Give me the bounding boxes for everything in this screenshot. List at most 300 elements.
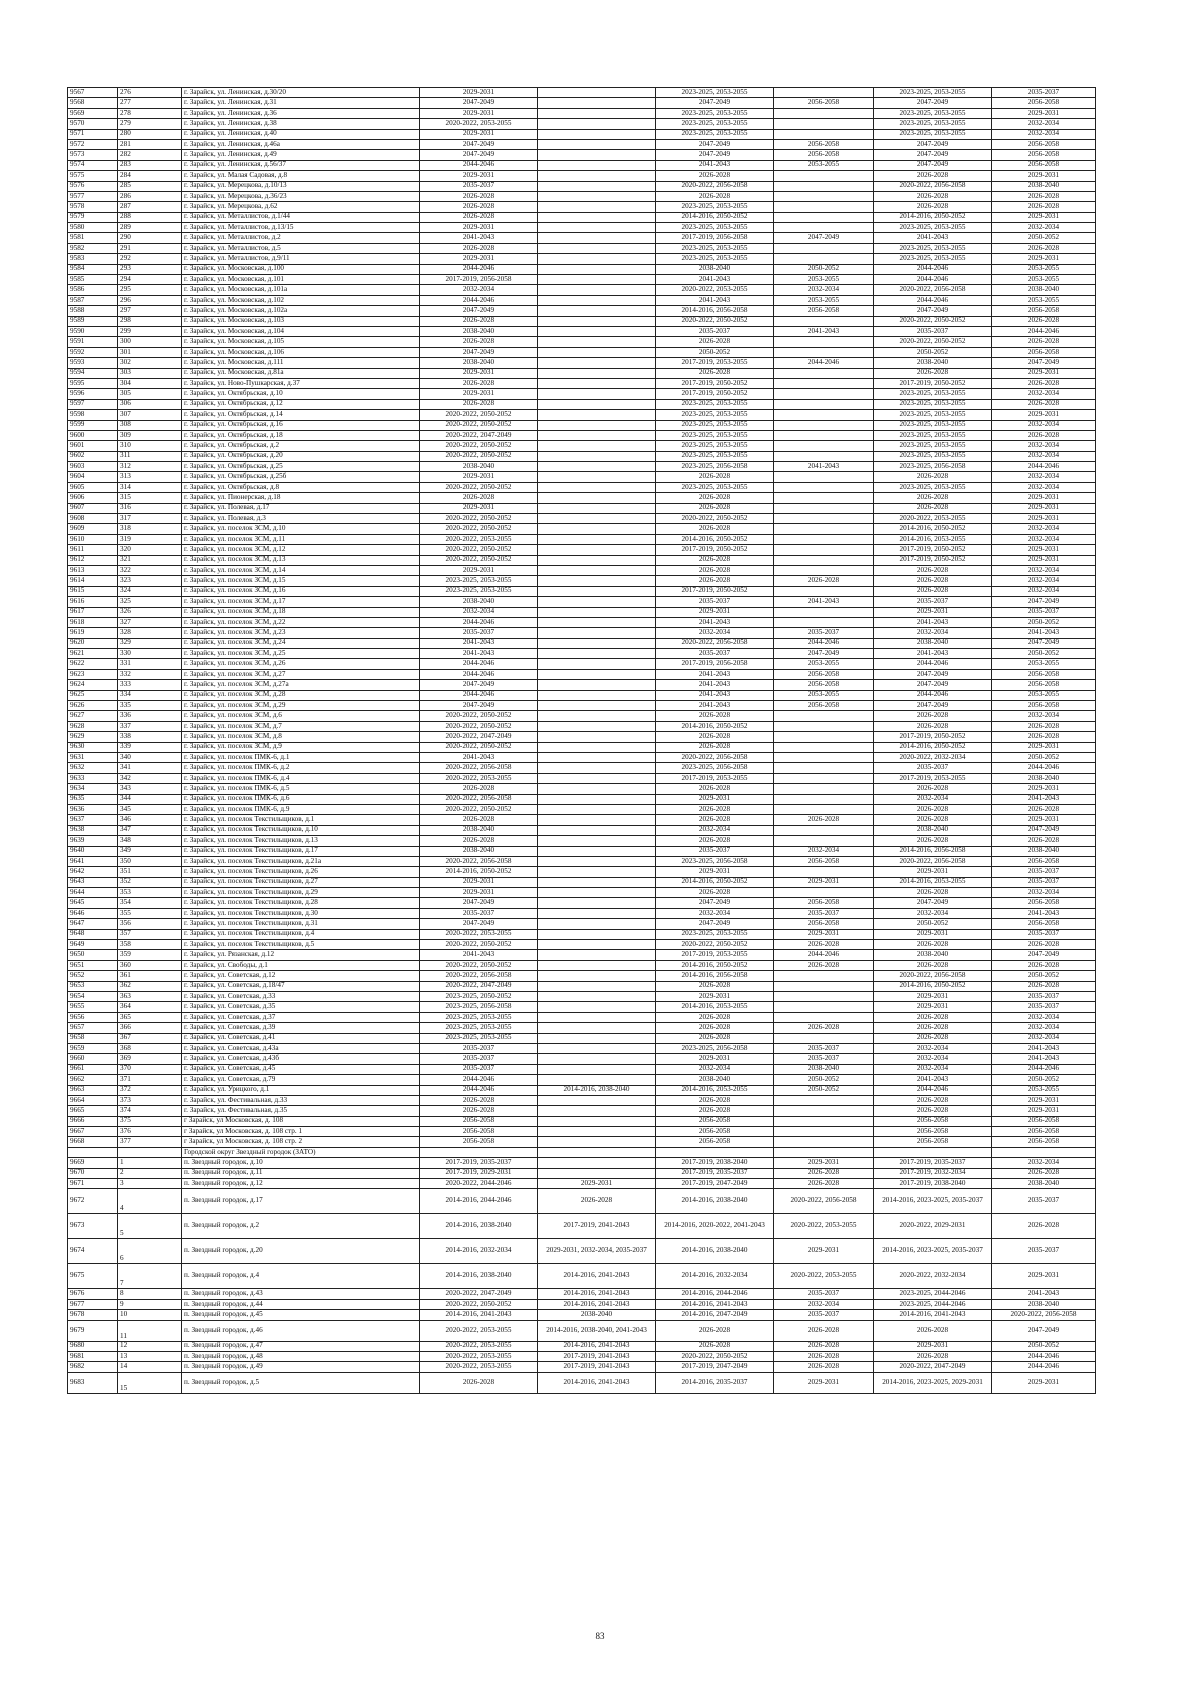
repair-period-cell: 2020-2022, 2050-2052 [420, 721, 538, 731]
repair-period-cell: 2026-2028 [420, 243, 538, 253]
repair-period-cell: 2023-2025, 2053-2055 [874, 223, 992, 233]
repair-period-cell: 2020-2022, 2047-2049 [420, 981, 538, 991]
register-number-cell: 9669 [68, 1158, 118, 1168]
repair-period-cell: 2017-2019, 2035-2037 [656, 1168, 774, 1178]
address-cell: г. Зарайск, ул. поселок ЗСМ, д.7 [182, 721, 420, 731]
item-number-cell: 289 [118, 223, 182, 233]
table-row [68, 753, 1096, 763]
repair-period-cell: 2026-2028 [874, 202, 992, 212]
repair-period-cell: 2023-2025, 2053-2055 [656, 223, 774, 233]
repair-period-cell: 2023-2025, 2056-2058 [656, 462, 774, 472]
table-row [68, 1002, 1096, 1012]
table-row [68, 638, 1096, 648]
item-number-cell: 352 [118, 877, 182, 887]
repair-period-cell: 2047-2049 [420, 139, 538, 149]
item-number-cell: 300 [118, 337, 182, 347]
table-row [68, 1064, 1096, 1074]
address-cell: п. Звездный городок, д.11 [182, 1168, 420, 1178]
repair-period-cell: 2056-2058 [774, 150, 874, 160]
address-cell: г. Зарайск, ул. Московская, д.101 [182, 275, 420, 285]
register-number-cell: 9667 [68, 1127, 118, 1137]
repair-period-cell [774, 1095, 874, 1105]
item-number-cell: 349 [118, 846, 182, 856]
repair-period-cell: 2026-2028 [992, 378, 1096, 388]
register-number-cell: 9631 [68, 753, 118, 763]
repair-period-cell: 2047-2049 [874, 701, 992, 711]
repair-period-cell: 2041-2043 [656, 160, 774, 170]
item-number-cell: 369 [118, 1054, 182, 1064]
repair-period-cell: 2014-2016, 2020-2022, 2041-2043 [656, 1214, 774, 1239]
repair-period-cell: 2014-2016, 2035-2037 [656, 1372, 774, 1393]
table-row [68, 991, 1096, 1001]
repair-period-cell: 2026-2028 [874, 191, 992, 201]
repair-period-cell: 2020-2022, 2050-2052 [420, 514, 538, 524]
repair-period-cell [538, 243, 656, 253]
address-cell: п. Звездный городок, д.45 [182, 1310, 420, 1320]
address-cell: г. Зарайск, ул. Советская, д.18/47 [182, 981, 420, 991]
repair-period-cell: 2020-2022, 2050-2052 [420, 711, 538, 721]
register-number-cell: 9581 [68, 233, 118, 243]
register-number-cell: 9675 [68, 1264, 118, 1289]
item-number-cell: 328 [118, 628, 182, 638]
address-cell: г. Зарайск, ул. Советская, д.43а [182, 1043, 420, 1053]
repair-period-cell: 2017-2019, 2038-2040 [656, 1158, 774, 1168]
table-row [68, 597, 1096, 607]
table-row [68, 1179, 1096, 1189]
repair-period-cell: 2032-2034 [992, 711, 1096, 721]
repair-period-cell: 2026-2028 [774, 815, 874, 825]
address-cell: г. Зарайск, ул. Московская, д.101а [182, 285, 420, 295]
repair-period-cell [538, 991, 656, 1001]
table-row [68, 628, 1096, 638]
repair-period-cell: 2038-2040 [874, 638, 992, 648]
repair-period-cell: 2017-2019, 2050-2052 [656, 545, 774, 555]
register-number-cell: 9617 [68, 607, 118, 617]
item-number-cell: 7 [118, 1264, 182, 1289]
repair-period-cell: 2029-2031 [992, 555, 1096, 565]
register-number-cell: 9587 [68, 295, 118, 305]
repair-period-cell [538, 1054, 656, 1064]
repair-period-cell: 2038-2040 [538, 1310, 656, 1320]
register-number-cell: 9591 [68, 337, 118, 347]
repair-period-cell [538, 1137, 656, 1147]
register-number-cell: 9668 [68, 1137, 118, 1147]
repair-period-cell: 2014-2016, 2053-2055 [874, 534, 992, 544]
repair-period-cell [538, 472, 656, 482]
repair-period-cell: 2017-2019, 2050-2052 [874, 378, 992, 388]
item-number-cell: 338 [118, 732, 182, 742]
item-number-cell: 365 [118, 1012, 182, 1022]
table-row [68, 1289, 1096, 1299]
repair-period-cell: 2056-2058 [420, 1116, 538, 1126]
repair-period-cell: 2026-2028 [774, 960, 874, 970]
repair-period-cell: 2035-2037 [774, 1043, 874, 1053]
table-row [68, 1168, 1096, 1178]
repair-period-cell: 2035-2037 [656, 597, 774, 607]
repair-period-cell: 2044-2046 [774, 358, 874, 368]
repair-period-cell: 2056-2058 [992, 306, 1096, 316]
table-row [68, 607, 1096, 617]
address-cell: п. Звездный городок, д.17 [182, 1189, 420, 1214]
repair-period-cell: 2023-2025, 2053-2055 [874, 108, 992, 118]
repair-period-cell: 2029-2031 [420, 503, 538, 513]
register-number-cell: 9583 [68, 254, 118, 264]
repair-period-cell: 2017-2019, 2056-2058 [656, 659, 774, 669]
repair-period-cell: 2032-2034 [992, 482, 1096, 492]
repair-period-cell: 2026-2028 [874, 784, 992, 794]
repair-period-cell: 2026-2028 [874, 503, 992, 513]
table-row [68, 1054, 1096, 1064]
repair-period-cell: 2026-2028 [874, 815, 992, 825]
repair-period-cell [774, 1106, 874, 1116]
address-cell: г. Зарайск, ул. Октябрьская, д.8 [182, 482, 420, 492]
repair-period-cell: 2029-2031 [992, 368, 1096, 378]
table-row [68, 1320, 1096, 1341]
item-number-cell: 304 [118, 378, 182, 388]
item-number-cell: 368 [118, 1043, 182, 1053]
repair-period-cell: 2026-2028 [874, 804, 992, 814]
table-row [68, 1299, 1096, 1309]
table-row [68, 1310, 1096, 1320]
repair-period-cell: 2041-2043 [774, 462, 874, 472]
repair-period-cell [538, 420, 656, 430]
table-row [68, 368, 1096, 378]
repair-period-cell: 2056-2058 [774, 139, 874, 149]
register-number-cell: 9570 [68, 119, 118, 129]
item-number-cell: 325 [118, 597, 182, 607]
repair-period-cell: 2020-2022, 2056-2058 [656, 638, 774, 648]
register-number-cell: 9682 [68, 1362, 118, 1372]
repair-period-cell: 2029-2031 [538, 1179, 656, 1189]
item-number-cell: 324 [118, 586, 182, 596]
repair-period-cell: 2056-2058 [774, 306, 874, 316]
register-number-cell: 9630 [68, 742, 118, 752]
repair-period-cell [538, 202, 656, 212]
repair-period-cell: 2032-2034 [992, 1158, 1096, 1168]
repair-period-cell: 2029-2031 [992, 108, 1096, 118]
address-cell: г. Зарайск, ул. поселок ЗСМ, д.23 [182, 628, 420, 638]
repair-period-cell: 2056-2058 [992, 1137, 1096, 1147]
repair-period-cell: 2041-2043 [420, 233, 538, 243]
register-number-cell: 9626 [68, 701, 118, 711]
address-cell: г. Зарайск, ул. Московская, д.105 [182, 337, 420, 347]
item-number-cell: 313 [118, 472, 182, 482]
item-number-cell: 353 [118, 888, 182, 898]
repair-period-cell: 2023-2025, 2053-2055 [874, 441, 992, 451]
repair-period-cell: 2014-2016, 2050-2052 [874, 524, 992, 534]
repair-period-cell: 2017-2019, 2050-2052 [874, 555, 992, 565]
table-row [68, 1239, 1096, 1264]
repair-period-cell: 2047-2049 [420, 701, 538, 711]
repair-period-cell: 2053-2055 [992, 659, 1096, 669]
repair-period-cell: 2044-2046 [420, 1075, 538, 1085]
address-cell: г. Зарайск, ул. Ленинская, д.30/20 [182, 88, 420, 98]
repair-period-cell [538, 732, 656, 742]
item-number-cell: 303 [118, 368, 182, 378]
register-number-cell: 9616 [68, 597, 118, 607]
address-cell: п. Звездный городок, д.44 [182, 1299, 420, 1309]
table-row [68, 867, 1096, 877]
repair-period-cell: 2047-2049 [656, 919, 774, 929]
repair-period-cell: 2047-2049 [420, 898, 538, 908]
repair-period-cell [538, 326, 656, 336]
register-number-cell: 9636 [68, 804, 118, 814]
repair-period-cell: 2053-2055 [774, 295, 874, 305]
repair-period-cell: 2044-2046 [874, 275, 992, 285]
repair-period-cell: 2056-2058 [992, 160, 1096, 170]
item-number-cell: 9 [118, 1299, 182, 1309]
repair-period-cell: 2020-2022, 2047-2049 [874, 1362, 992, 1372]
repair-period-cell: 2056-2058 [774, 680, 874, 690]
repair-period-cell: 2026-2028 [656, 711, 774, 721]
repair-period-cell: 2026-2028 [774, 1351, 874, 1361]
register-number-cell: 9604 [68, 472, 118, 482]
repair-period-cell: 2056-2058 [774, 701, 874, 711]
repair-period-cell: 2047-2049 [992, 358, 1096, 368]
repair-period-cell: 2041-2043 [656, 690, 774, 700]
address-cell: г. Зарайск, ул. Ленинская, д.46а [182, 139, 420, 149]
repair-period-cell: 2017-2019, 2050-2052 [656, 389, 774, 399]
repair-period-cell [538, 119, 656, 129]
address-cell: г. Зарайск, ул. поселок ПМК-6, д.2 [182, 763, 420, 773]
repair-period-cell: 2056-2058 [992, 680, 1096, 690]
repair-period-cell: 2047-2049 [420, 306, 538, 316]
table-row [68, 223, 1096, 233]
repair-period-cell: 2014-2016, 2044-2046 [656, 1289, 774, 1299]
repair-period-cell [538, 981, 656, 991]
table-row [68, 1023, 1096, 1033]
repair-period-cell [538, 389, 656, 399]
repair-period-cell: 2047-2049 [874, 306, 992, 316]
repair-period-cell: 2026-2028 [656, 836, 774, 846]
repair-period-cell [538, 742, 656, 752]
repair-period-cell [774, 991, 874, 1001]
register-number-cell: 9640 [68, 846, 118, 856]
address-cell: г. Зарайск, ул. поселок ЗСМ, д.27а [182, 680, 420, 690]
repair-period-cell: 2026-2028 [656, 784, 774, 794]
address-cell: г. Зарайск, ул. Урицкого, д.1 [182, 1085, 420, 1095]
address-cell: г Зарайск, ул Московская, д. 108 стр. 1 [182, 1127, 420, 1137]
repair-period-cell: 2026-2028 [420, 815, 538, 825]
table-row [68, 1116, 1096, 1126]
repair-period-cell: 2017-2019, 2041-2043 [538, 1362, 656, 1372]
repair-period-cell: 2041-2043 [992, 628, 1096, 638]
repair-period-cell: 2026-2028 [656, 524, 774, 534]
table-row [68, 669, 1096, 679]
repair-period-cell: 2032-2034 [992, 1012, 1096, 1022]
register-number-cell: 9660 [68, 1054, 118, 1064]
repair-period-cell: 2014-2016, 2050-2052 [656, 877, 774, 887]
repair-period-cell: 2032-2034 [656, 1064, 774, 1074]
repair-period-cell: 2017-2019, 2047-2049 [656, 1179, 774, 1189]
repair-period-cell: 2026-2028 [874, 493, 992, 503]
item-number-cell: 375 [118, 1116, 182, 1126]
item-number-cell: 351 [118, 867, 182, 877]
address-cell: г. Зарайск, ул. Мерецкова, д.10/13 [182, 181, 420, 191]
repair-period-cell: 2020-2022, 2047-2049 [420, 732, 538, 742]
repair-period-cell: 2014-2016, 2041-2043 [538, 1372, 656, 1393]
repair-period-cell: 2038-2040 [874, 825, 992, 835]
repair-period-cell: 2047-2049 [874, 139, 992, 149]
register-number-cell: 9600 [68, 430, 118, 440]
repair-period-cell [538, 223, 656, 233]
repair-period-cell [538, 264, 656, 274]
table-row [68, 1214, 1096, 1239]
address-cell: г. Зарайск, ул. поселок Текстильщиков, д.29 [182, 888, 420, 898]
address-cell: г. Зарайск, ул. Советская, д.12 [182, 971, 420, 981]
repair-period-cell: 2044-2046 [874, 295, 992, 305]
item-number-cell: 293 [118, 264, 182, 274]
repair-period-cell [538, 493, 656, 503]
register-number-cell: 9629 [68, 732, 118, 742]
item-number-cell: 348 [118, 836, 182, 846]
repair-period-cell [538, 150, 656, 160]
address-cell: п. Звездный городок, д.10 [182, 1158, 420, 1168]
table-row [68, 503, 1096, 513]
repair-period-cell: 2026-2028 [420, 212, 538, 222]
address-cell: г. Зарайск, ул. поселок ЗСМ, д.11 [182, 534, 420, 544]
repair-period-cell [774, 617, 874, 627]
register-number-cell: 9646 [68, 908, 118, 918]
repair-period-cell: 2026-2028 [774, 1023, 874, 1033]
repair-period-cell: 2026-2028 [656, 981, 774, 991]
table-row [68, 264, 1096, 274]
table-row [68, 212, 1096, 222]
repair-period-cell: 2020-2022, 2053-2055 [420, 1362, 538, 1372]
table-row [68, 150, 1096, 160]
repair-period-cell: 2014-2016, 2038-2040 [656, 1189, 774, 1214]
table-row [68, 742, 1096, 752]
repair-period-cell: 2023-2025, 2053-2055 [656, 420, 774, 430]
repair-period-cell: 2038-2040 [992, 1179, 1096, 1189]
repair-period-cell: 2038-2040 [420, 846, 538, 856]
repair-period-cell: 2014-2016, 2050-2052 [656, 960, 774, 970]
repair-period-cell: 2047-2049 [420, 680, 538, 690]
repair-period-cell: 2050-2052 [874, 919, 992, 929]
repair-period-cell: 2041-2043 [874, 1075, 992, 1085]
table-row [68, 565, 1096, 575]
repair-period-cell: 2029-2031 [656, 867, 774, 877]
repair-period-cell: 2047-2049 [874, 160, 992, 170]
address-cell: г. Зарайск, ул. Ленинская, д.38 [182, 119, 420, 129]
repair-period-cell [774, 243, 874, 253]
repair-period-cell: 2023-2025, 2053-2055 [874, 420, 992, 430]
table-row [68, 1033, 1096, 1043]
address-cell: г. Зарайск, ул. Советская, д.39 [182, 1023, 420, 1033]
repair-period-cell [774, 971, 874, 981]
section-title: Городской округ Звездный городок (ЗАТО) [182, 1147, 420, 1157]
repair-period-cell: 2047-2049 [874, 98, 992, 108]
address-cell: п. Звездный городок, д.2 [182, 1214, 420, 1239]
repair-period-cell: 2047-2049 [874, 150, 992, 160]
register-number-cell: 9615 [68, 586, 118, 596]
section-empty-cell [538, 1147, 656, 1157]
repair-period-cell: 2044-2046 [992, 763, 1096, 773]
repair-period-cell: 2026-2028 [874, 1320, 992, 1341]
register-number-cell: 9639 [68, 836, 118, 846]
item-number-cell: 311 [118, 451, 182, 461]
repair-period-cell: 2026-2028 [538, 1189, 656, 1214]
repair-period-cell [538, 1043, 656, 1053]
repair-period-cell: 2041-2043 [874, 617, 992, 627]
table-row [68, 524, 1096, 534]
repair-period-cell: 2026-2028 [656, 1320, 774, 1341]
repair-period-cell: 2038-2040 [420, 825, 538, 835]
repair-period-cell: 2023-2025, 2056-2058 [656, 1043, 774, 1053]
item-number-cell: 340 [118, 753, 182, 763]
repair-period-cell [538, 971, 656, 981]
address-cell: г. Зарайск, ул. поселок ЗСМ, д.14 [182, 565, 420, 575]
repair-period-cell: 2020-2022, 2050-2052 [656, 940, 774, 950]
table-row [68, 576, 1096, 586]
section-empty-cell [774, 1147, 874, 1157]
repair-period-cell [774, 254, 874, 264]
item-number-cell: 310 [118, 441, 182, 451]
register-number-cell: 9648 [68, 929, 118, 939]
item-number-cell: 323 [118, 576, 182, 586]
repair-period-cell: 2026-2028 [992, 191, 1096, 201]
repair-period-cell: 2026-2028 [874, 721, 992, 731]
repair-period-cell: 2032-2034 [992, 586, 1096, 596]
repair-period-cell: 2023-2025, 2053-2055 [656, 430, 774, 440]
repair-period-cell: 2044-2046 [420, 160, 538, 170]
repair-period-cell: 2020-2022, 2056-2058 [874, 856, 992, 866]
repair-period-cell: 2023-2025, 2056-2058 [420, 1002, 538, 1012]
repair-period-cell [538, 358, 656, 368]
repair-period-cell [538, 597, 656, 607]
repair-period-cell: 2026-2028 [656, 472, 774, 482]
repair-period-cell: 2017-2019, 2053-2055 [656, 773, 774, 783]
table-row [68, 171, 1096, 181]
table-row [68, 233, 1096, 243]
item-number-cell: 343 [118, 784, 182, 794]
repair-period-cell: 2026-2028 [774, 940, 874, 950]
repair-period-cell: 2038-2040 [992, 773, 1096, 783]
repair-period-cell: 2020-2022, 2050-2052 [420, 482, 538, 492]
repair-period-cell: 2047-2049 [874, 669, 992, 679]
item-number-cell: 278 [118, 108, 182, 118]
repair-period-cell: 2050-2052 [992, 753, 1096, 763]
register-number-cell: 9603 [68, 462, 118, 472]
repair-period-cell [538, 659, 656, 669]
repair-period-cell: 2038-2040 [420, 358, 538, 368]
item-number-cell: 283 [118, 160, 182, 170]
item-number-cell: 308 [118, 420, 182, 430]
register-number-cell: 9657 [68, 1023, 118, 1033]
repair-period-cell [538, 950, 656, 960]
repair-period-cell [538, 275, 656, 285]
repair-period-cell: 2023-2025, 2053-2055 [656, 129, 774, 139]
repair-period-cell: 2047-2049 [656, 150, 774, 160]
repair-period-cell: 2023-2025, 2053-2055 [874, 451, 992, 461]
section-header-row [68, 1147, 1096, 1157]
repair-period-cell: 2032-2034 [874, 1054, 992, 1064]
repair-period-cell [538, 815, 656, 825]
repair-period-cell [774, 514, 874, 524]
register-number-cell: 9627 [68, 711, 118, 721]
repair-period-cell [538, 888, 656, 898]
repair-period-cell [774, 503, 874, 513]
address-cell: г. Зарайск, ул. поселок ЗСМ, д.28 [182, 690, 420, 700]
repair-period-cell: 2044-2046 [992, 1064, 1096, 1074]
repair-period-cell: 2056-2058 [774, 856, 874, 866]
address-cell: г. Зарайск, ул. Ново-Пушкарская, д.37 [182, 378, 420, 388]
repair-period-cell: 2047-2049 [992, 597, 1096, 607]
repair-period-cell: 2026-2028 [656, 742, 774, 752]
item-number-cell: 298 [118, 316, 182, 326]
repair-period-cell: 2017-2019, 2053-2055 [874, 773, 992, 783]
item-number-cell: 305 [118, 389, 182, 399]
